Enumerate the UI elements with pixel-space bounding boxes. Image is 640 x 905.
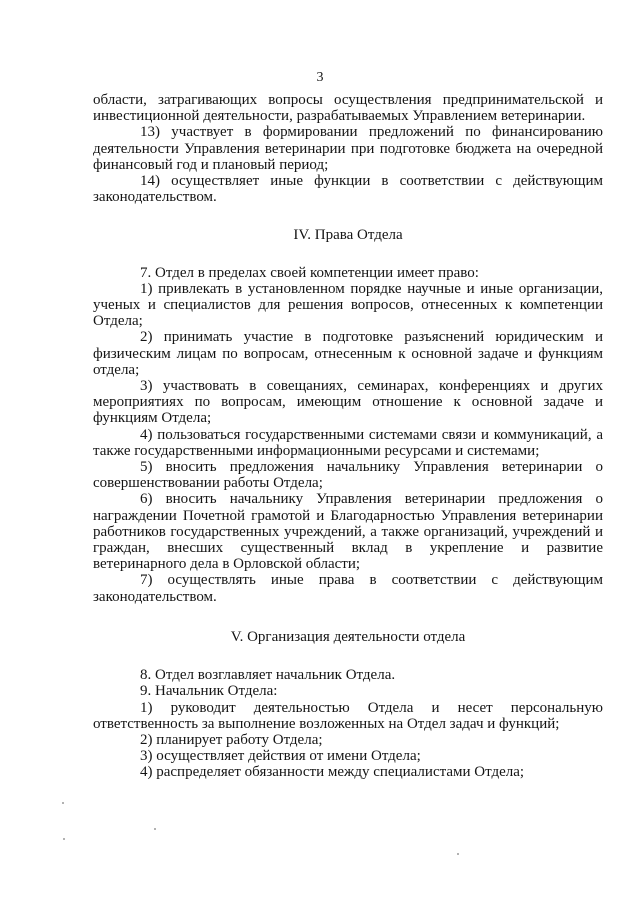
paragraph-clause-7: 7. Отдел в пределах своей компетенции имеет право: [140, 264, 479, 281]
page-number: 3 [316, 70, 324, 85]
paragraph-clause-8: 8. Отдел возглавляет начальник Отдела. [140, 667, 396, 684]
document-body [93, 92, 603, 781]
section-heading-v: V. Организация деятельности отдела [230, 628, 466, 645]
paragraph-right-1: 1) привлекать в установленном порядке научные и иные организации, ученых и специалистов для решения вопросов, отнесенных к компетенции Отдела; [93, 280, 603, 330]
paragraph-duty-2: 2) планирует работу Отдела; [140, 731, 323, 748]
section-heading-iv: IV. Права Отдела [293, 227, 403, 244]
paragraph-item-14: 14) осуществляет иные функции в соответствии с действующим законодательством. [93, 173, 603, 206]
scan-speck [154, 828, 156, 830]
scan-speck [62, 802, 64, 804]
paragraph-right-6: 6) вносить начальнику Управления ветеринарии предложения о награждении Почетной грамотой и Благодарностью Управления ветеринарии работников государственных учреждений, а также организаций, учреждений и граждан, внесших существенный вклад в укрепление и развитие ветеринарного дела в Орловской области; [93, 491, 603, 573]
paragraph-right-3: 3) участвовать в совещаниях, семинарах, конференциях и других мероприятиях по вопросам, имеющим отношение к основной задаче и функциям Отдела; [93, 378, 603, 427]
paragraph-duty-4: 4) распределяет обязанности между специалистами Отдела; [140, 764, 525, 781]
paragraph-right-7: 7) осуществлять иные права в соответствии с действующим законодательством. [93, 572, 603, 605]
paragraph-clause-9: 9. Начальник Отдела: [140, 683, 278, 700]
paragraph-item-13: 13) участвует в формировании предложений по финансированию деятельности Управления ветеринарии при подготовке бюджета на очередной финансовый год и плановый период; [93, 124, 603, 173]
scan-speck [63, 838, 65, 840]
scan-speck [457, 853, 459, 855]
paragraph-duty-1: 1) руководит деятельностью Отдела и несет персональную ответственность за выполнение возложенных на Отдел задач и функций; [93, 699, 603, 732]
paragraph-right-5: 5) вносить предложения начальнику Управления ветеринарии о совершенствовании работы Отдела; [93, 459, 603, 492]
paragraph-right-2: 2) принимать участие в подготовке разъяснений юридическим и физическим лицам по вопросам, отнесенным к основной задаче и функциям отдела; [93, 329, 603, 378]
paragraph-duty-3: 3) осуществляет действия от имени Отдела; [140, 748, 421, 765]
paragraph-continuation: области, затрагивающих вопросы осуществления предпринимательской и инвестиционной деятельности, разрабатываемых Управлением ветеринарии. [93, 92, 603, 125]
paragraph-right-4: 4) пользоваться государственными системами связи и коммуникаций, а также государственными информационными ресурсами и системами; [93, 426, 603, 459]
